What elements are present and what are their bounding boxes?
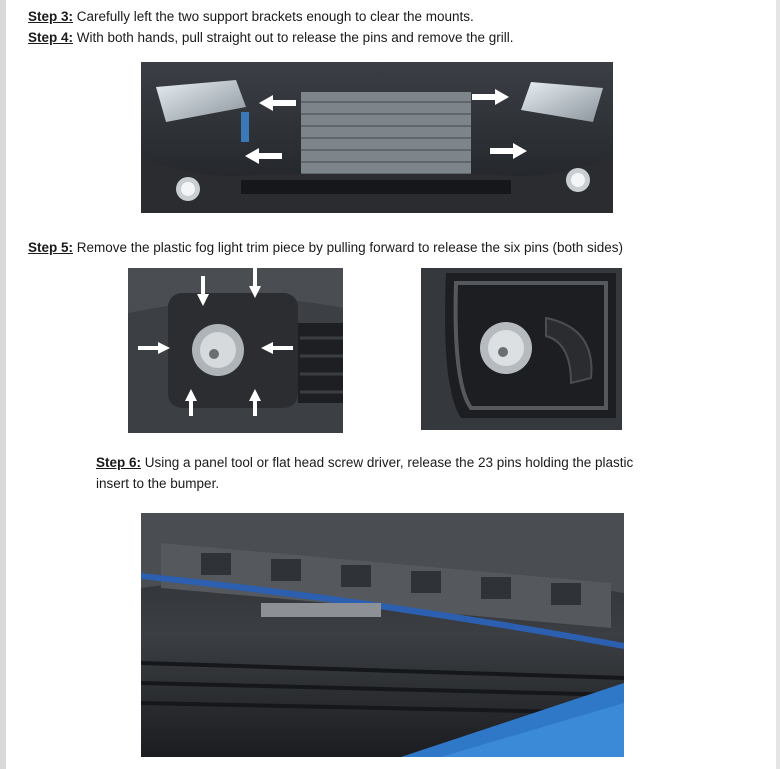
step-5-label: Step 5: (28, 240, 74, 255)
step-4-text: With both hands, pull straight out to release the pins and remove the grill. (73, 30, 514, 45)
step-6-text-continued: insert to the bumper. (96, 476, 220, 491)
step-4-line (28, 29, 514, 47)
step-6-label: Step 6: (96, 455, 142, 470)
step-6-text: Using a panel tool or flat head screw driver, release the 23 pins holding the plastic (141, 455, 634, 470)
step-6-line-2 (96, 475, 219, 493)
step-3-line (28, 8, 474, 26)
plastic-insert-photo (141, 513, 624, 757)
fog-light-trim-photo (128, 268, 343, 433)
grill-removal-photo (141, 62, 613, 213)
step-5-text: Remove the plastic fog light trim piece by pulling forward to release the six pins (both sides) (73, 240, 624, 255)
page-left-margin (0, 0, 6, 769)
step-5-line (28, 239, 623, 257)
step-6-line (96, 454, 633, 472)
page-right-margin (776, 0, 780, 769)
fog-light-removed-photo (421, 268, 622, 430)
step-3-label: Step 3: (28, 9, 74, 24)
step-3-text: Carefully left the two support brackets enough to clear the mounts. (73, 9, 474, 24)
step-4-label: Step 4: (28, 30, 74, 45)
